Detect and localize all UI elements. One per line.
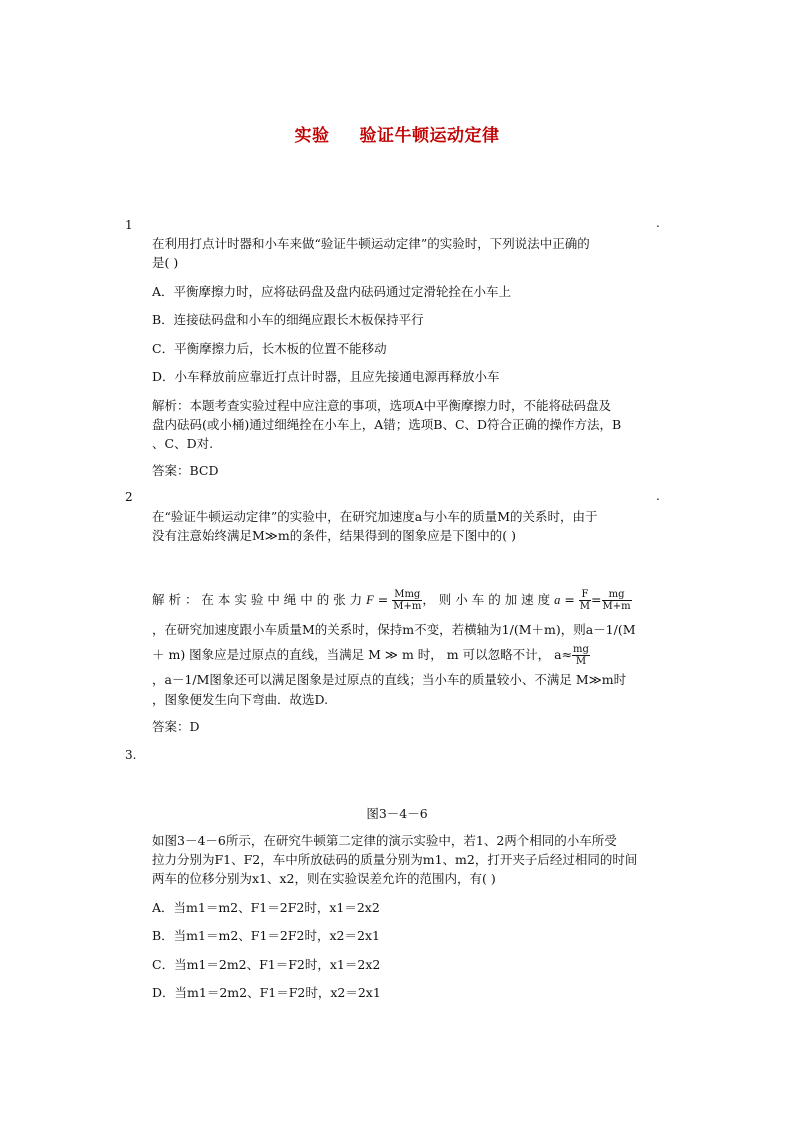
question-1-dot: .	[656, 216, 660, 230]
question-1-option-a: A．平衡摩擦力时，应将砝码盘及盘内砝码通过定滑轮拴在小车上	[152, 284, 512, 299]
question-2-analysis-line1: 解 析 ： 在 本 实 验 中 绳 中 的 张 力 F = $\frac{\text{Mmg}}{M+m}$ ， 则 小 车 的 加 速 度 a = $\frac{F}{M}$ = $\frac{mg}{M+m}$	[152, 589, 631, 612]
question-3-stem-line2: 拉力分别为F1、F2，车中所放砝码的质量分别为m1、m2，打开夹子后经过相同的时间	[152, 852, 638, 867]
question-2-analysis-line5: ，图象便发生向下弯曲．故选D.	[152, 692, 329, 707]
question-1-number: 1	[125, 218, 133, 232]
question-1-stem-line2: 是( )	[152, 255, 179, 270]
fraction-approx: $\frac{mg}{M}$	[573, 644, 589, 667]
question-2-stem-line1: 在“验证牛顿运动定律”的实验中，在研究加速度a与小车的质量M的关系时，由于	[152, 509, 598, 524]
fraction-f-over-m: $\frac{F}{M}$	[579, 589, 591, 612]
question-1-option-b: B．连接砝码盘和小车的细绳应跟长木板保持平行	[152, 312, 424, 327]
fraction-tension: $\frac{\text{Mmg}}{M+m}$	[393, 589, 422, 612]
question-2-stem-line2: 没有注意始终满足M≫m的条件，结果得到的图象应是下图中的( )	[152, 528, 516, 543]
question-1-stem-line1: 在利用打点计时器和小车来做“验证牛顿运动定律”的实验时，下列说法中正确的	[152, 236, 590, 251]
fraction-acceleration: $\frac{mg}{M+m}$	[602, 589, 631, 612]
question-2-analysis-line2: ，在研究加速度跟小车质量M的关系时，保持m不变，若横轴为1/(M＋m)，则a－1/(M	[152, 622, 636, 637]
question-3-option-c: C．当m1＝2m2、F1＝F2时，x1＝2x2	[152, 957, 381, 972]
question-3-stem-line3: 两车的位移分别为x1、x2，则在实验误差允许的范围内，有( )	[152, 871, 496, 886]
question-3-option-b: B．当m1＝m2、F1＝2F2时，x2＝2x1	[152, 928, 380, 943]
question-3-option-d: D．当m1＝2m2、F1＝F2时，x2＝2x1	[152, 985, 381, 1000]
question-1-analysis-line2: 盘内砝码(或小桶)通过细绳拴在小车上，A错；选项B、C、D符合正确的操作方法，B	[152, 417, 622, 432]
title-part1: 实验	[294, 126, 330, 146]
question-1-answer: 答案：BCD	[152, 463, 219, 478]
page-title	[0, 121, 794, 146]
question-3-number: 3.	[125, 748, 137, 762]
question-2-dot: .	[656, 489, 660, 503]
question-1-option-c: C．平衡摩擦力后，长木板的位置不能移动	[152, 341, 387, 356]
question-2-analysis-line4: ，a－1/M图象还可以满足图象是过原点的直线；当小车的质量较小、不满足 M≫m时	[152, 672, 627, 687]
question-1-option-d: D．小车释放前应靠近打点计时器，且应先接通电源再释放小车	[152, 369, 500, 384]
question-2-number: 2	[125, 490, 133, 504]
question-1-analysis-line1: 解析：本题考查实验过程中应注意的事项，选项A中平衡摩擦力时，不能将砝码盘及	[152, 398, 612, 413]
title-part2: 验证牛顿运动定律	[359, 126, 500, 146]
question-2-analysis-line3: ＋ m) 图象应是过原点的直线，当满足 M ≫ m 时， m 可以忽略不计， a≈ $\frac{mg}{M}$	[152, 644, 589, 667]
question-1-analysis-line3: 、C、D对.	[152, 436, 214, 451]
question-2-answer: 答案：D	[152, 719, 200, 734]
figure-caption: 图3－4－6	[366, 806, 428, 821]
question-3-stem-line1: 如图3－4－6所示，在研究牛顿第二定律的演示实验中，若1、2两个相同的小车所受	[152, 833, 617, 848]
question-3-option-a: A．当m1＝m2、F1＝2F2时，x1＝2x2	[152, 900, 380, 915]
